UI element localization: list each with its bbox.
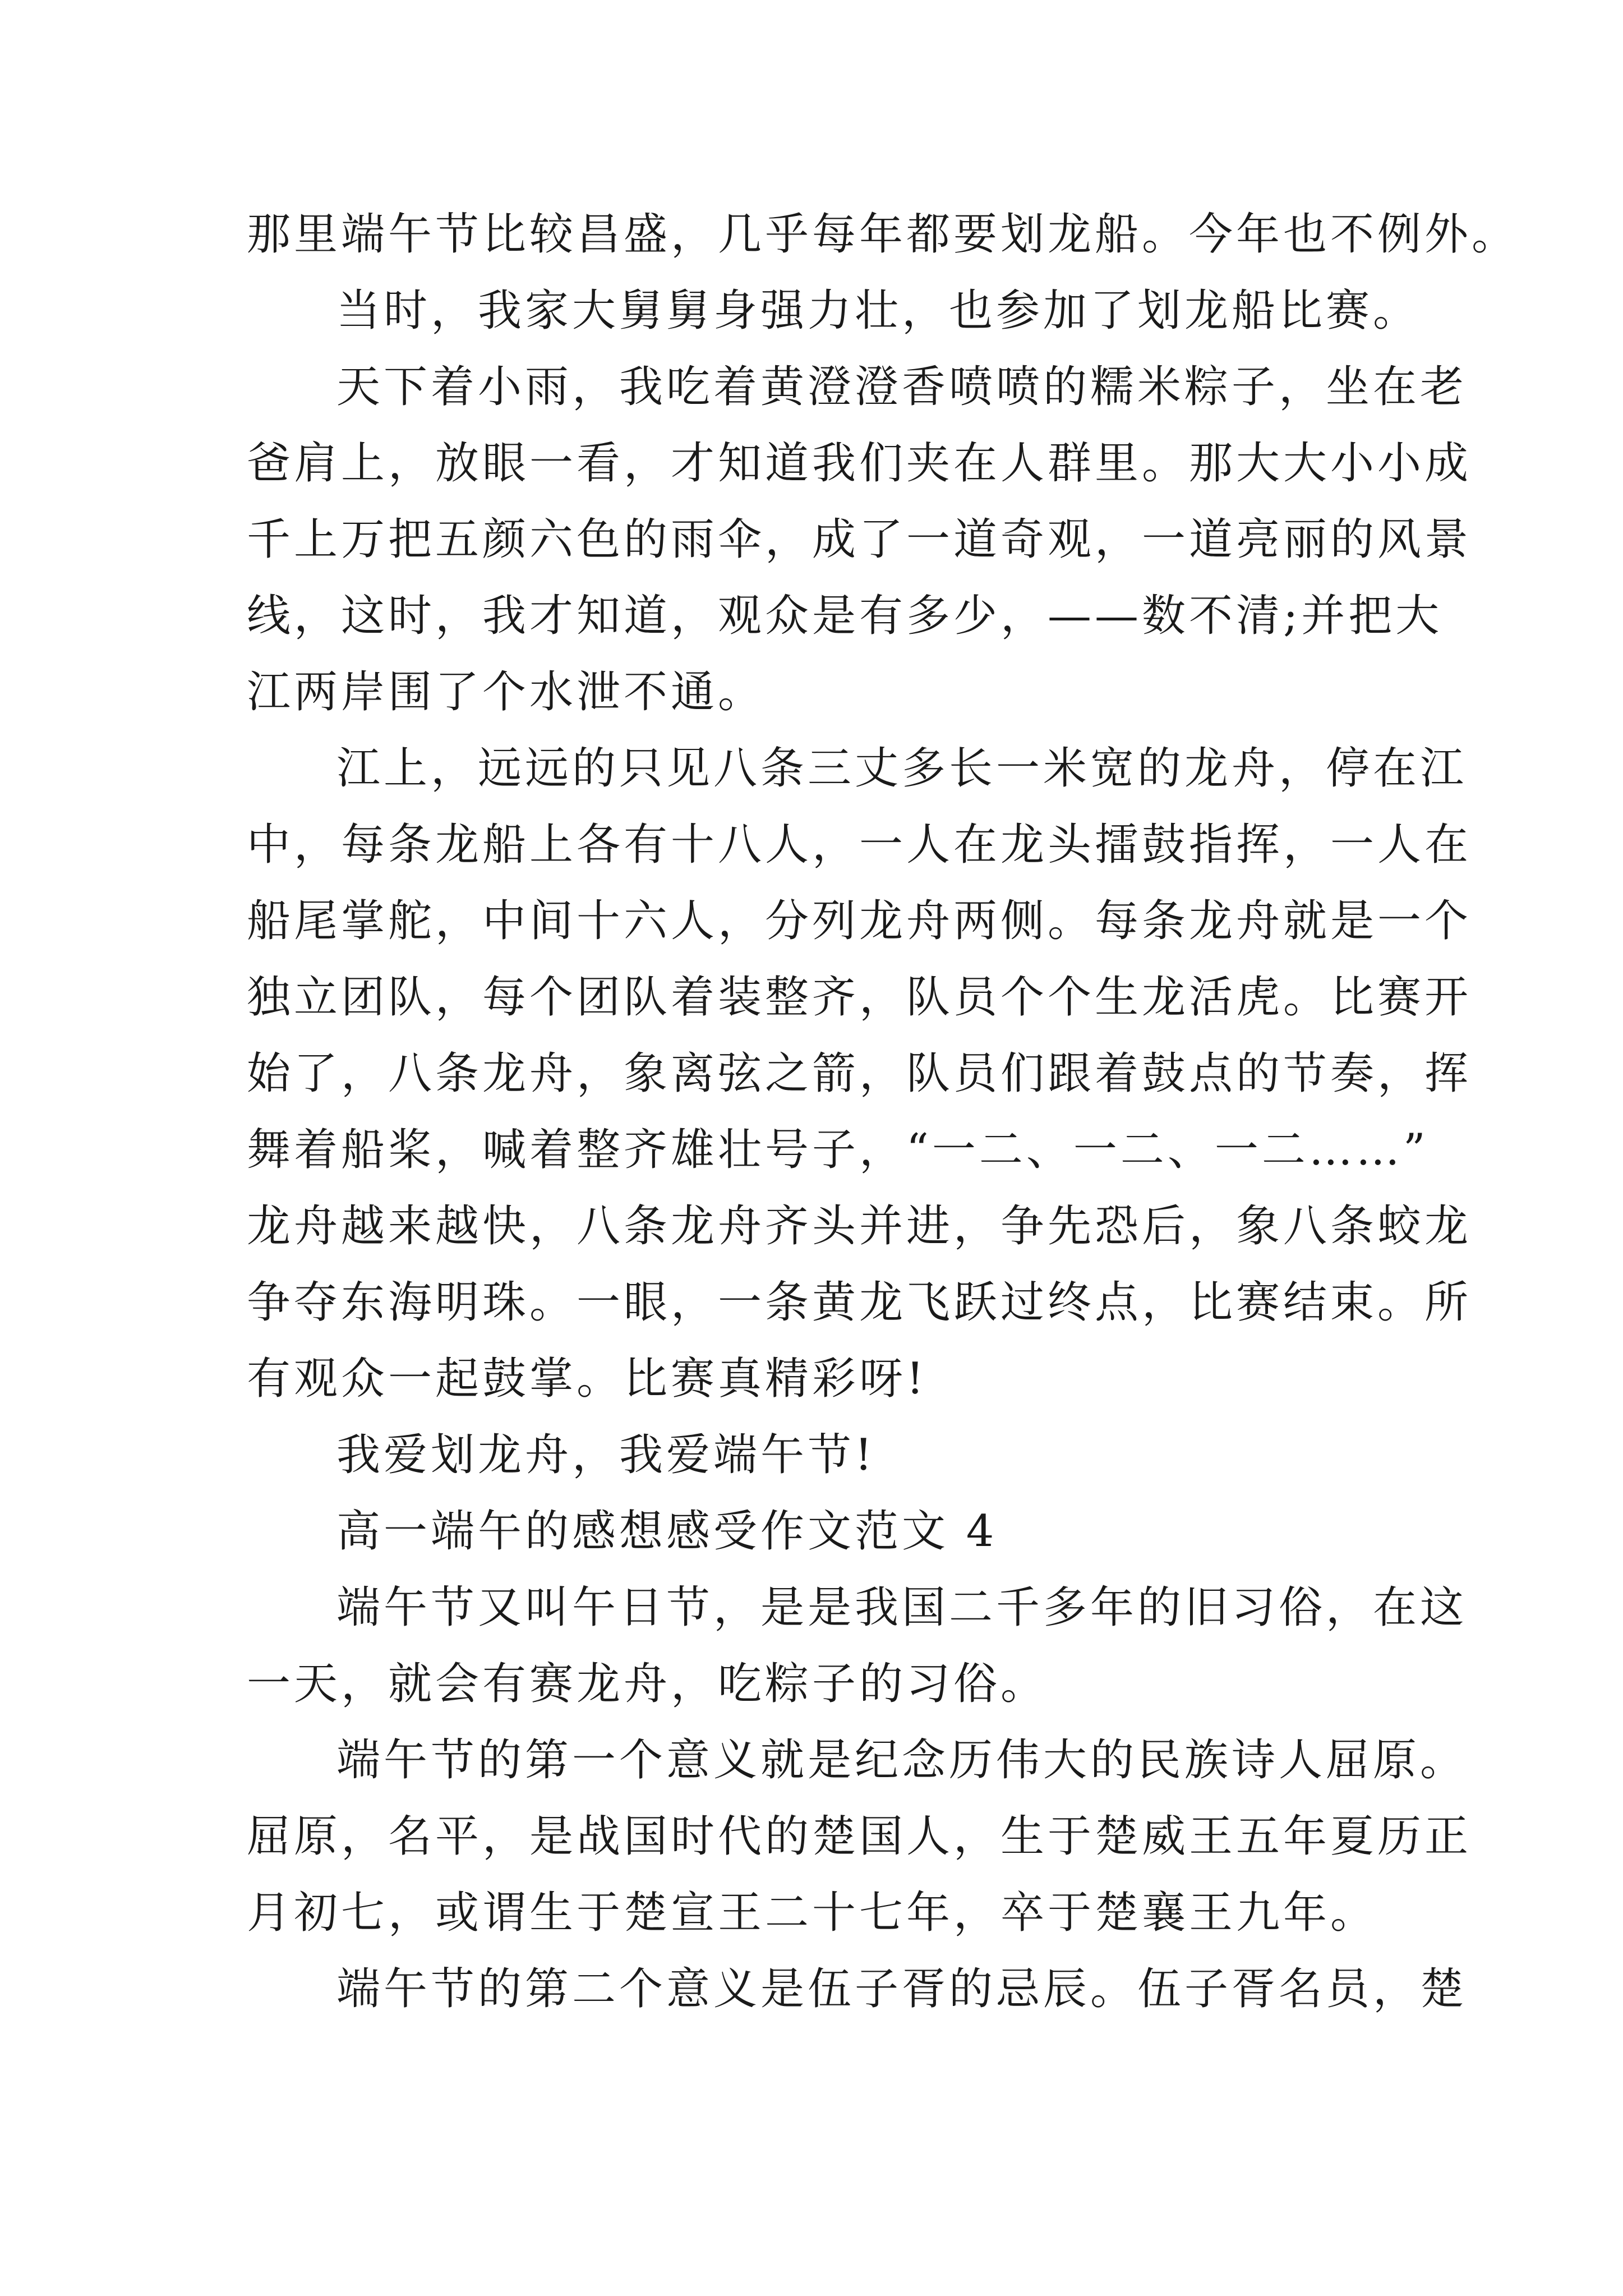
paragraph-8 <box>247 1722 1472 1951</box>
text-line: 争夺东海明珠。一眼，一条黄龙飞跃过终点，比赛结束。所 <box>247 1277 1472 1328</box>
text-line: 江上，远远的只见八条三丈多长一米宽的龙舟，停在江 <box>336 743 1468 794</box>
text-line: 千上万把五颜六色的雨伞，成了一道奇观，一道亮丽的风景 <box>247 514 1472 565</box>
paragraph-5 <box>247 1417 1385 1493</box>
text-line: 月初七，或谓生于楚宣王二十七年，卒于楚襄王九年。 <box>247 1888 1378 1938</box>
paragraph-1 <box>247 196 1519 273</box>
paragraph-9 <box>247 1951 1468 2027</box>
paragraph-2 <box>247 273 1421 349</box>
text-line: 端午节的第二个意义是伍子胥的忌辰。伍子胥名员，楚 <box>336 1964 1468 2014</box>
text-line: 有观众一起鼓掌。比赛真精彩呀! <box>247 1354 928 1404</box>
text-line: 我爱划龙舟，我爱端午节! <box>336 1430 876 1480</box>
paragraph-7 <box>247 1570 1468 1722</box>
document-body <box>247 196 1519 2027</box>
text-line: 一天，就会有赛龙舟，吃粽子的习俗。 <box>247 1659 1048 1709</box>
text-line: 线，这时，我才知道，观众是有多少，——数不清;并把大 <box>247 591 1443 641</box>
text-line: 舞着船桨，喊着整齐雄壮号子，“一二、一二、一二……” <box>247 1125 1429 1175</box>
text-line: 江两岸围了个水泄不通。 <box>247 667 766 717</box>
text-line: 当时，我家大舅舅身强力壮，也参加了划龙船比赛。 <box>336 286 1421 336</box>
text-line: 中，每条龙船上各有十八人，一人在龙头擂鼓指挥，一人在 <box>247 820 1472 870</box>
text-line: 龙舟越来越快，八条龙舟齐头并进，争先恐后，象八条蛟龙 <box>247 1201 1472 1251</box>
text-line: 那里端午节比较昌盛，几乎每年都要划龙船。今年也不例外。 <box>247 209 1519 260</box>
text-line: 始了，八条龙舟，象离弦之箭，队员们跟着鼓点的节奏，挥 <box>247 1048 1472 1099</box>
text-line: 端午节的第一个意义就是纪念历伟大的民族诗人屈原。 <box>336 1735 1468 1786</box>
text-line: 屈原，名平，是战国时代的楚国人，生于楚威王五年夏历正 <box>247 1811 1472 1862</box>
text-line: 高一端午的感想感受作文范文 4 <box>336 1506 998 1557</box>
section-heading <box>247 1493 1385 1570</box>
text-line: 船尾掌舵，中间十六人，分列龙舟两侧。每条龙舟就是一个 <box>247 896 1472 946</box>
paragraph-3 <box>247 349 1472 730</box>
text-line: 端午节又叫午日节，是是我国二千多年的旧习俗，在这 <box>336 1582 1468 1633</box>
text-line: 爸肩上，放眼一看，才知道我们夹在人群里。那大大小小成 <box>247 438 1472 489</box>
text-line: 独立团队，每个团队着装整齐，队员个个生龙活虎。比赛开 <box>247 972 1472 1023</box>
paragraph-4 <box>247 730 1472 1417</box>
text-line: 天下着小雨，我吃着黄澄澄香喷喷的糯米粽子，坐在老 <box>336 362 1468 412</box>
